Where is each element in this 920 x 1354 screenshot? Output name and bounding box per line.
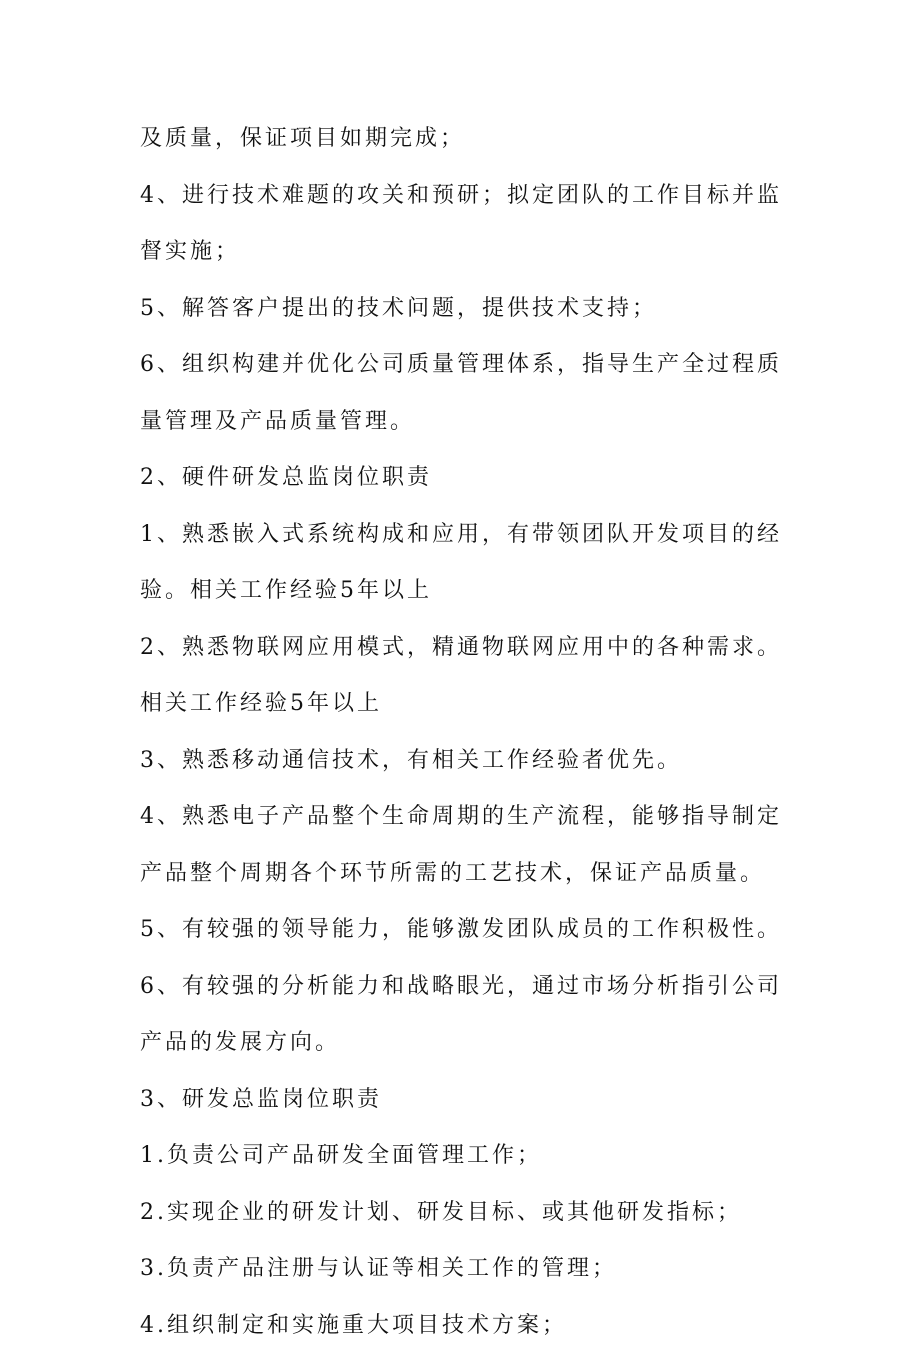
text-line: 3、熟悉移动通信技术，有相关工作经验者优先。 xyxy=(140,733,790,790)
text-line: 2、熟悉物联网应用模式，精通物联网应用中的各种需求。 xyxy=(140,620,790,677)
text-line: 2.实现企业的研发计划、研发目标、或其他研发指标； xyxy=(140,1185,790,1242)
text-line: 验。相关工作经验5年以上 xyxy=(140,563,790,620)
text-line: 6、组织构建并优化公司质量管理体系，指导生产全过程质 xyxy=(140,337,790,394)
document-body xyxy=(140,111,790,1354)
text-line: 1.负责公司产品研发全面管理工作； xyxy=(140,1128,790,1185)
text-line: 3.负责产品注册与认证等相关工作的管理； xyxy=(140,1241,790,1298)
section-heading: 3、研发总监岗位职责 xyxy=(140,1072,790,1129)
text-line: 督实施； xyxy=(140,224,790,281)
text-line: 4、熟悉电子产品整个生命周期的生产流程，能够指导制定 xyxy=(140,789,790,846)
text-line: 及质量，保证项目如期完成； xyxy=(140,111,790,168)
text-line: 产品整个周期各个环节所需的工艺技术，保证产品质量。 xyxy=(140,846,790,903)
text-line: 量管理及产品质量管理。 xyxy=(140,394,790,451)
text-line: 4、进行技术难题的攻关和预研；拟定团队的工作目标并监 xyxy=(140,168,790,225)
text-line: 5、解答客户提出的技术问题，提供技术支持； xyxy=(140,281,790,338)
text-line: 产品的发展方向。 xyxy=(140,1015,790,1072)
section-heading: 2、硬件研发总监岗位职责 xyxy=(140,450,790,507)
text-line: 4.组织制定和实施重大项目技术方案； xyxy=(140,1298,790,1354)
text-line: 1、熟悉嵌入式系统构成和应用，有带领团队开发项目的经 xyxy=(140,507,790,564)
text-line: 相关工作经验5年以上 xyxy=(140,676,790,733)
text-line: 5、有较强的领导能力，能够激发团队成员的工作积极性。 xyxy=(140,902,790,959)
text-line: 6、有较强的分析能力和战略眼光，通过市场分析指引公司 xyxy=(140,959,790,1016)
